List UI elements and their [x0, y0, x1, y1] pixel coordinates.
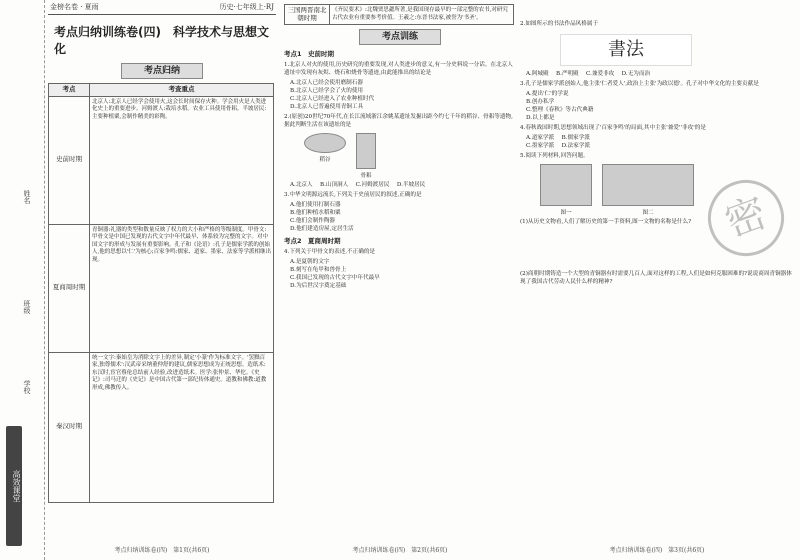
- content-cell: 北京人:北京人已经学会使用火,这会长时间保存火种。学会用火是人类进化史上的重要进步。河姆渡人:栽培水稻。农业工具使用骨耜。半坡居民:主要种植粟,会制作精美的彩陶。: [90, 96, 274, 224]
- image-caption: 稻谷: [319, 157, 331, 163]
- content-cell: 青铜器:礼器的类型和数量反映了权力的大小和严格的等级制度。甲骨文:甲骨文是中国已发现的古代文字中年代最早、体系较为完整的文字。对中国文字的形成与发展有重要影响。孔子和《论语》:孔子是儒家学派的创始人,他的思想以'仁'为核心;百家争鸣:儒家、道家、墨家、法家等学派相继出现。: [90, 224, 274, 352]
- option: B.刻写在龟甲和兽骨上: [290, 267, 347, 273]
- question-3: 3.中华文明源远流长,下列关于史前居民的叙述,正确的是: [284, 192, 422, 198]
- option: D.他们建造房屋,定居生活: [290, 226, 354, 232]
- column-3: [520, 0, 794, 560]
- options-row: [520, 70, 794, 78]
- name-label: 姓名: [23, 190, 31, 204]
- brand-logo: 高效课堂: [6, 426, 22, 546]
- option: A.道家学派: [526, 135, 555, 141]
- figure-caption: 图一: [560, 210, 572, 216]
- class-label: 班级: [23, 300, 31, 314]
- column-1: [48, 0, 276, 560]
- footer-page-1: 考点归纳训练卷(四) 第1页(共6页): [114, 547, 210, 554]
- subject-label: 历史·七年级上·RJ: [219, 3, 274, 11]
- options-row: [284, 181, 516, 189]
- figure-caption: 图二: [642, 210, 654, 216]
- column-2: [284, 0, 516, 560]
- footer-page-2: 考点归纳训练卷(四) 第2页(共6页): [352, 547, 448, 554]
- header-bar: [48, 0, 276, 15]
- option: D.半坡居民: [396, 182, 426, 188]
- summary-table: [48, 83, 274, 503]
- section-heading: 考点2 夏商周时期: [284, 237, 341, 245]
- table-row: [49, 96, 274, 224]
- option: B.北京人已经学会了火的使用: [290, 88, 364, 94]
- option: A.北京人: [290, 182, 313, 188]
- option: D.以上都是: [526, 115, 555, 121]
- table-head-period: 考点: [49, 84, 90, 97]
- option: D.法家学派: [561, 143, 591, 149]
- question-5: 5.阅读下列材料,回答问题。: [520, 153, 589, 159]
- question-2b: 2.如图所示的书法作品风格属于: [520, 21, 599, 27]
- oracle-bone-image: [602, 164, 694, 206]
- option: A.阿城殿: [526, 71, 549, 77]
- question-3b: 3.孔子是儒家学派创始人,他主张'仁者爱人',政治上主张'为政以德'。孔子对中华文化的主要贡献是: [520, 81, 759, 87]
- bone-tool-image: [356, 133, 376, 169]
- option: B.创办私学: [526, 99, 555, 105]
- calligraphy-image: 書法: [560, 34, 692, 66]
- page-title: 考点归纳训练卷(四) 科学技术与思想文化: [54, 25, 269, 56]
- image-caption: 骨耜: [360, 173, 372, 179]
- option: C.他们会制作陶器: [290, 218, 336, 224]
- binding-strip: [0, 0, 45, 560]
- training-banner: 考点训练: [359, 29, 441, 45]
- q2-images: [304, 133, 516, 179]
- section-heading: 考点1 史前时期: [284, 50, 335, 58]
- period-cell: 秦汉时期: [49, 352, 90, 502]
- content-cell: 统一文字:秦始皇为消除文字上的差异,制定'小篆'作为标准文字。'罢黜百家,独尊儒术':汉武帝采纳董仲舒的建议,儒家思想成为正统思想。造纸术:东汉时,宦官蔡伦总结前人经验,改进造纸术。医学:张仲景、华佗。《史记》:司马迁的《史记》是中国古代第一部纪传体通史。道教和佛教:道教形成,佛教传入。: [90, 352, 274, 502]
- option: D.北京人已普遍使用青铜工具: [290, 104, 364, 110]
- question-2: 2.(原创)20世纪70年代,在长江流域浙江余姚某遗址发掘出距今约七千年的稻谷、骨耜等遗物,据此判断生活在该遗址的是: [284, 114, 513, 128]
- question-4: 4.下列关于甲骨文的表述,不正确的是: [284, 249, 376, 255]
- option: D.无为而治: [621, 71, 651, 77]
- options-row: [520, 142, 794, 150]
- table-head-content: 考查重点: [90, 84, 274, 97]
- option: A.提出'仁'的学说: [526, 91, 569, 97]
- table-row: [49, 224, 274, 352]
- option: B.他们种植水稻和粟: [290, 210, 341, 216]
- option: C.兼爱非攻: [586, 71, 615, 77]
- secret-stamp: 密: [697, 169, 794, 266]
- brand-title: 金榜名卷 · 夏雨: [50, 3, 99, 11]
- continued-table: [284, 4, 514, 25]
- rice-image: [304, 133, 346, 153]
- table-row: [49, 352, 274, 502]
- option: B.山顶洞人: [319, 182, 349, 188]
- option: B.儒家学派: [561, 135, 590, 141]
- options-row: [520, 134, 794, 142]
- question-5-1: (1)从历史文物看,人们了解历史的第一手资料,图一文物的名称是什么?: [520, 219, 692, 225]
- option: D.为后世汉字奠定基础: [290, 283, 347, 289]
- school-label: 学校: [23, 380, 31, 394]
- option: A.是夏朝的文字: [290, 259, 330, 265]
- option: A.他们使用打制石器: [290, 202, 341, 208]
- period-cell: 三国两晋南北朝时期: [285, 5, 330, 25]
- content-cell: 《齐民要术》:北魏贾思勰所著,是我国现存最早的一部完整的农书,对研究古代农业有重要参考价值。王羲之:东晋书法家,被誉为'书圣'。: [330, 5, 514, 25]
- period-cell: 夏商周时期: [49, 224, 90, 352]
- option: B.严明殿: [555, 71, 579, 77]
- question-4b: 4.春秋战国时期,思想领域出现了'百家争鸣'的局面,其中主张'兼爱''非攻'的是: [520, 125, 706, 131]
- option: C.墨家学派: [526, 143, 555, 149]
- option: C.河姆渡居民: [355, 182, 390, 188]
- period-cell: 史前时期: [49, 96, 90, 224]
- question-1: 1.北京人对火的使用,历史研究的重要发现,对人类进步的意义,有一分史料说一分话。在北京人遗址中发现有灰烬、烧石和烧骨等遗迹,由此能推出的结论是: [284, 62, 513, 76]
- option: A.北京人已经会使用磨制石器: [290, 80, 363, 86]
- summary-banner: 考点归纳: [121, 63, 203, 79]
- option: C.整理《春秋》等古代典籍: [526, 107, 594, 113]
- option: C.北京人已经进入了农业种植时代: [290, 96, 375, 102]
- footer-page-3: 考点归纳训练卷(四) 第3页(共6页): [609, 547, 705, 554]
- question-5-2: (2)商朝时期铸造一个大型的青铜器有时需要几百人,面对这样的工程,人们是如何克服困难的?说说商周青铜器体现了我国古代劳动人民什么样的精神?: [520, 271, 792, 285]
- option: C.我国已发现的古代文字中年代最早: [290, 275, 380, 281]
- bronze-vessel-image: [540, 164, 592, 206]
